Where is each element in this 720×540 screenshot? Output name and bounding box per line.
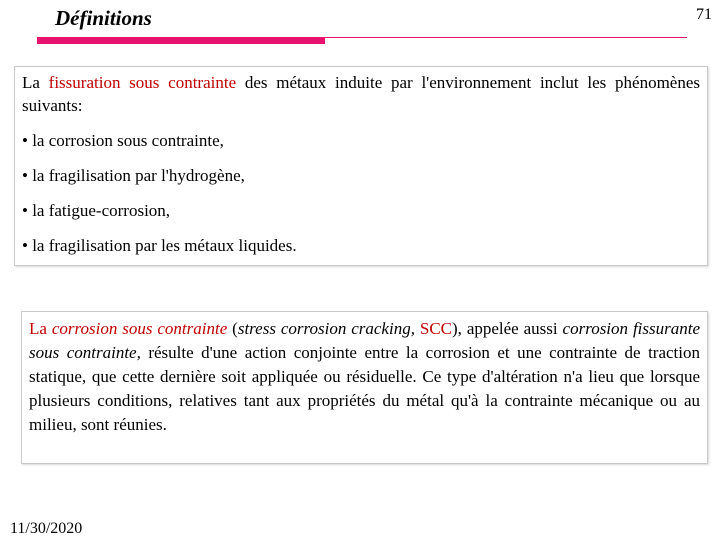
- title-underline-thin: [325, 37, 687, 38]
- bullet-item: • la fragilisation par les métaux liquides.: [22, 236, 297, 255]
- def-alt-term: corrosion fissurante sous contrainte,: [29, 319, 700, 362]
- phenomena-box: [14, 66, 708, 266]
- def-paren-open: (: [227, 319, 238, 338]
- bullet-item: • la fragilisation par l'hydrogène,: [22, 166, 245, 185]
- bullet-item: • la corrosion sous contrainte,: [22, 131, 224, 150]
- title-underline-thick: [37, 37, 325, 44]
- intro-highlight: fissuration sous contrainte: [48, 73, 237, 92]
- def-english-term: stress corrosion cracking,: [237, 319, 420, 338]
- page-number: 71: [696, 6, 712, 23]
- intro-paragraph: [22, 71, 700, 117]
- definition-box: [21, 311, 708, 464]
- definition-paragraph: [29, 317, 700, 437]
- def-term: corrosion sous contrainte: [51, 319, 228, 338]
- def-la: La: [29, 319, 52, 338]
- footer-date: 11/30/2020: [10, 520, 83, 537]
- def-after-abbr: ), appelée aussi: [452, 319, 563, 338]
- intro-end: des métaux induite par l'environnement inclut les phénomènes suivants:: [22, 73, 700, 115]
- def-rest: résulte d'une action conjointe entre la corrosion et une contrainte de traction statique, que cette dernière soit appliquée ou résiduelle. Ce type d'altération n'a lieu que lorsque plusieurs conditions, relatives tant aux propriétés du métal qu'à la contrainte mécanique ou au milieu, sont réunies.: [29, 343, 701, 434]
- def-abbreviation: SCC: [419, 319, 452, 338]
- slide-title: Définitions: [55, 6, 152, 30]
- intro-start: La: [22, 73, 49, 92]
- bullet-item: • la fatigue-corrosion,: [22, 201, 171, 220]
